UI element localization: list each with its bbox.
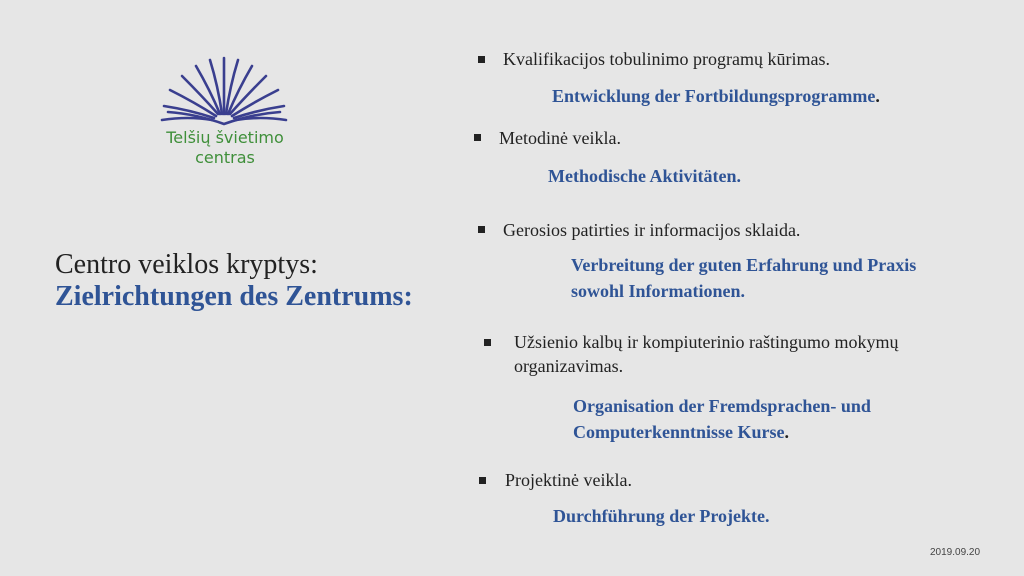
- bullet-icon: [474, 134, 481, 141]
- bullet-icon: [478, 56, 485, 63]
- item-1-de: Entwicklung der Fortbildungsprogramme.: [552, 86, 880, 106]
- heading-de: Zielrichtungen des Zentrums:: [55, 281, 413, 312]
- item-3-de: Verbreitung der guten Erfahrung und Praxis sowohl Informationen.: [571, 255, 917, 301]
- item-4-de: Organisation der Fremdsprachen- und Computerkenntnisse Kurse.: [573, 396, 871, 442]
- heading-lt: Centro veiklos kryptys:: [55, 249, 318, 280]
- bullet-icon: [479, 477, 486, 484]
- logo-line2: centras: [195, 148, 255, 167]
- bullet-icon: [478, 226, 485, 233]
- item-5-lt: Projektinė veikla.: [505, 470, 632, 490]
- slide-heading: [55, 249, 413, 313]
- slide-date: 2019.09.20: [930, 547, 981, 558]
- item-2-de: Methodische Aktivitäten.: [548, 166, 741, 186]
- item-1-lt: Kvalifikacijos tobulinimo programų kūrimas.: [503, 49, 830, 69]
- item-4-lt: Užsienio kalbų ir kompiuterinio raštingumo mokymų organizavimas.: [514, 332, 899, 376]
- item-3-lt: Gerosios patirties ir informacijos sklaida.: [503, 220, 801, 240]
- item-2-lt: Metodinė veikla.: [499, 128, 621, 148]
- bullet-icon: [484, 339, 491, 346]
- logo-line1: Telšių švietimo: [166, 128, 284, 147]
- logo-text: [160, 128, 290, 168]
- item-5-de: Durchführung der Projekte.: [553, 506, 770, 526]
